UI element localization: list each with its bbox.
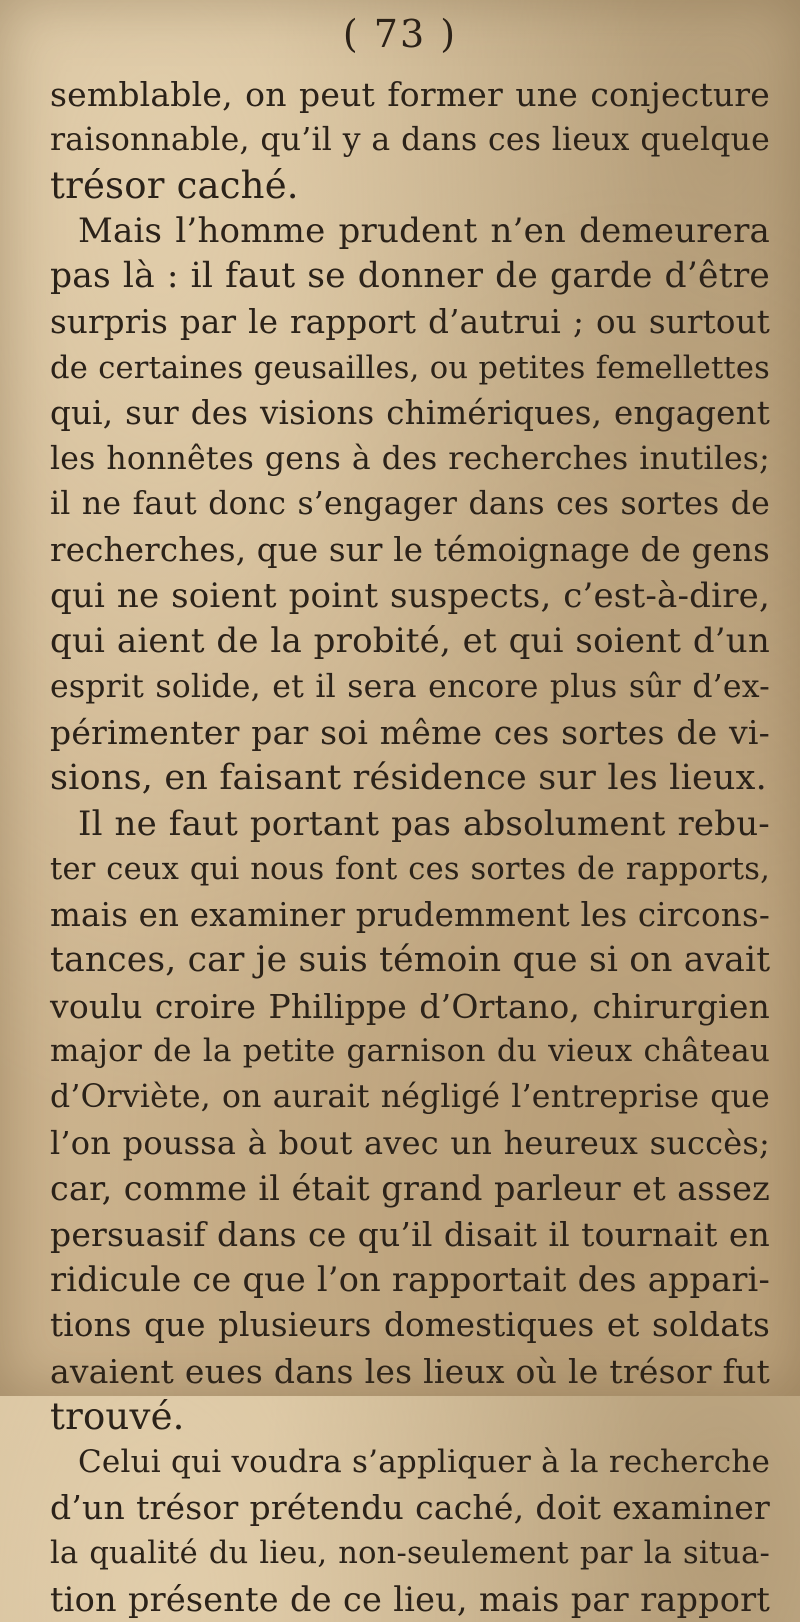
text-line: tions que plusieurs domestiques et soldats xyxy=(50,1306,770,1345)
text-line: l’on poussa à bout avec un heureux succès; xyxy=(50,1123,770,1162)
text-line: major de la petite garnison du vieux château xyxy=(50,1033,770,1070)
text-line: les honnêtes gens à des recherches inutiles; xyxy=(50,440,770,477)
text-line: qui, sur des visions chimériques, engagent xyxy=(50,394,770,433)
text-line: avaient eues dans les lieux où le trésor fut xyxy=(50,1351,770,1391)
text-line: d’un trésor prétendu caché, doit examiner xyxy=(50,1488,770,1528)
text-line: pas là : il faut se donner de garde d’être xyxy=(50,256,770,297)
text-line: esprit solide, et il sera encore plus sûr d’ex- xyxy=(50,668,770,705)
text-line: Celui qui voudra s’appliquer à la recherche xyxy=(78,1443,770,1480)
text-line: ridicule ce que l’on rapportait des appari- xyxy=(50,1260,770,1300)
text-line: de certaines geusailles, ou petites femellettes xyxy=(50,350,770,386)
text-line: Mais l’homme prudent n’en demeurera xyxy=(78,210,770,251)
text-line: recherches, que sur le témoignage de gens xyxy=(50,530,770,569)
page-number: ( 73 ) xyxy=(342,12,458,56)
text-line: qui aient de la probité, et qui soient d’un xyxy=(50,621,770,662)
text-line: voulu croire Philippe d’Ortano, chirurgien xyxy=(50,986,770,1026)
text-line: mais en examiner prudemment les circons- xyxy=(50,895,770,934)
text-line: car, comme il était grand parleur et assez xyxy=(50,1169,770,1209)
text-line: trouvé. xyxy=(50,1395,185,1439)
text-line: surpris par le rapport d’autrui ; ou surtout xyxy=(50,302,770,341)
text-line: tances, car je suis témoin que si on avait xyxy=(50,940,771,981)
body-text xyxy=(50,72,770,1622)
text-line: périmenter par soi même ces sortes de vi- xyxy=(50,713,770,753)
text-line: la qualité du lieu, non-seulement par la situa- xyxy=(50,1536,770,1571)
text-line: qui ne soient point suspects, c’est-à-dire, xyxy=(50,575,770,616)
text-line: sions, en faisant résidence sur les lieux. xyxy=(50,757,767,798)
text-line: tion présente de ce lieu, mais par rapport xyxy=(50,1579,770,1619)
text-line: ter ceux qui nous font ces sortes de rapports, xyxy=(50,852,770,888)
text-line: Il ne faut portant pas absolument rebu- xyxy=(78,803,770,844)
text-line: semblable, on peut former une conjecture xyxy=(50,75,770,114)
text-line: raisonnable, qu’il y a dans ces lieux quelque xyxy=(50,121,770,158)
text-line: il ne faut donc s’engager dans ces sortes de xyxy=(50,486,770,523)
text-line: d’Orviète, on aurait négligé l’entreprise que xyxy=(50,1079,770,1116)
text-line: trésor caché. xyxy=(50,164,299,208)
text-line: persuasif dans ce qu’il disait il tournait en xyxy=(50,1214,770,1254)
